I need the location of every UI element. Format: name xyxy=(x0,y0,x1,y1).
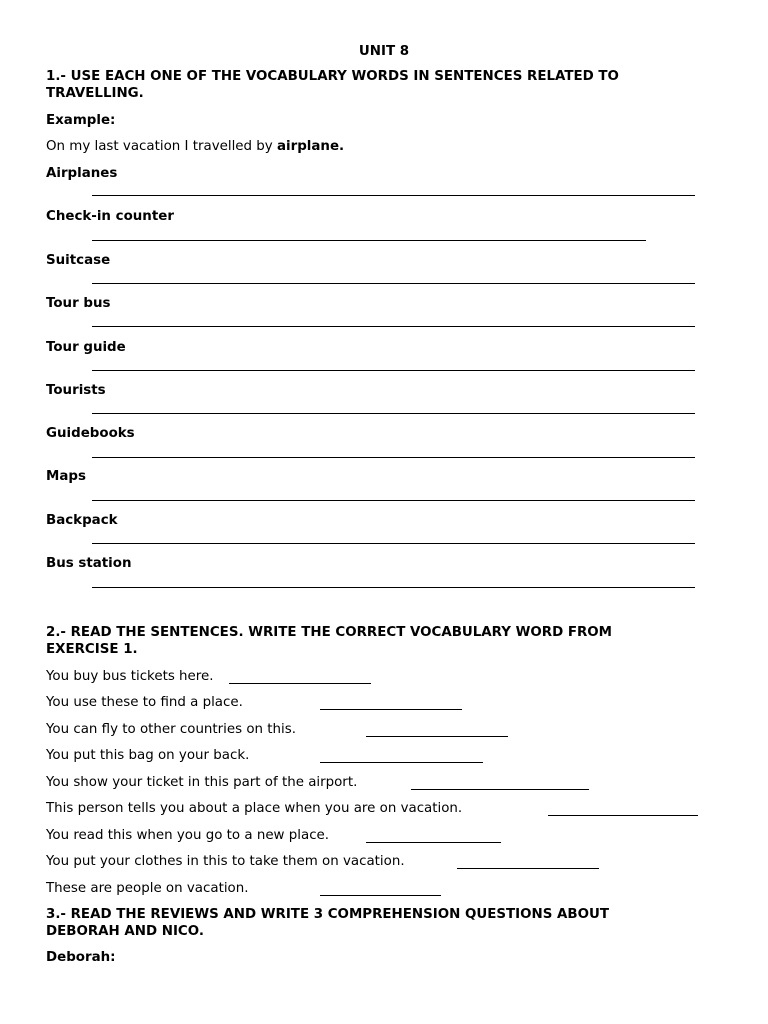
exercise-3-heading: 3.- READ THE REVIEWS AND WRITE 3 COMPREHENSION QUESTIONS ABOUT DEBORAH AND NICO. xyxy=(46,907,610,939)
answer-blank-4 xyxy=(320,762,483,763)
answer-blank-2 xyxy=(320,709,462,710)
deborah-label: Deborah: xyxy=(46,950,116,965)
sentence-2: You use these to find a place. xyxy=(46,695,243,710)
example-label: Example: xyxy=(46,113,116,128)
sentence-9: These are people on vacation. xyxy=(46,881,249,896)
vocab-word-tour-bus: Tour bus xyxy=(46,296,111,311)
vocab-word-tour-guide: Tour guide xyxy=(46,340,126,355)
answer-blank-7 xyxy=(366,842,501,843)
sentence-1: You buy bus tickets here. xyxy=(46,669,214,684)
exercise-1-heading: 1.- USE EACH ONE OF THE VOCABULARY WORDS IN SENTENCES RELATED TO TRAVELLING. xyxy=(46,69,619,101)
answer-blank-1 xyxy=(229,683,371,684)
answer-line-tour-guide xyxy=(92,370,695,371)
answer-blank-9 xyxy=(320,895,441,896)
example-text: On my last vacation I travelled by xyxy=(46,139,277,154)
sentence-5: You show your ticket in this part of the airport. xyxy=(46,775,358,790)
vocab-word-check-in-counter: Check-in counter xyxy=(46,209,174,224)
answer-blank-3 xyxy=(366,736,508,737)
answer-line-maps xyxy=(92,500,695,501)
answer-line-tourists xyxy=(92,413,695,414)
answer-line-check-in-counter xyxy=(92,240,646,241)
vocab-word-backpack: Backpack xyxy=(46,513,118,528)
vocab-word-maps: Maps xyxy=(46,469,86,484)
page-title: UNIT 8 xyxy=(358,44,410,59)
sentence-8: You put your clothes in this to take them on vacation. xyxy=(46,854,405,869)
vocab-word-bus-station: Bus station xyxy=(46,556,132,571)
sentence-7: You read this when you go to a new place. xyxy=(46,828,330,843)
example-word: airplane. xyxy=(276,139,345,154)
sentence-4: You put this bag on your back. xyxy=(46,748,250,763)
answer-line-backpack xyxy=(92,543,695,544)
example-sentence xyxy=(46,139,344,155)
answer-line-airplanes xyxy=(92,195,695,196)
answer-blank-6 xyxy=(548,815,698,816)
answer-line-guidebooks xyxy=(92,457,695,458)
answer-line-bus-station xyxy=(92,587,695,588)
sentence-3: You can fly to other countries on this. xyxy=(46,722,296,737)
sentence-6: This person tells you about a place when you are on vacation. xyxy=(46,801,463,816)
answer-line-tour-bus xyxy=(92,326,695,327)
answer-blank-8 xyxy=(457,868,599,869)
vocab-word-tourists: Tourists xyxy=(46,383,106,398)
vocab-word-guidebooks: Guidebooks xyxy=(46,426,135,441)
answer-blank-5 xyxy=(411,789,589,790)
answer-line-suitcase xyxy=(92,283,695,284)
vocab-word-airplanes: Airplanes xyxy=(46,166,118,181)
vocab-word-suitcase: Suitcase xyxy=(46,253,111,268)
exercise-2-heading: 2.- READ THE SENTENCES. WRITE THE CORRECT VOCABULARY WORD FROM EXERCISE 1. xyxy=(46,625,613,657)
